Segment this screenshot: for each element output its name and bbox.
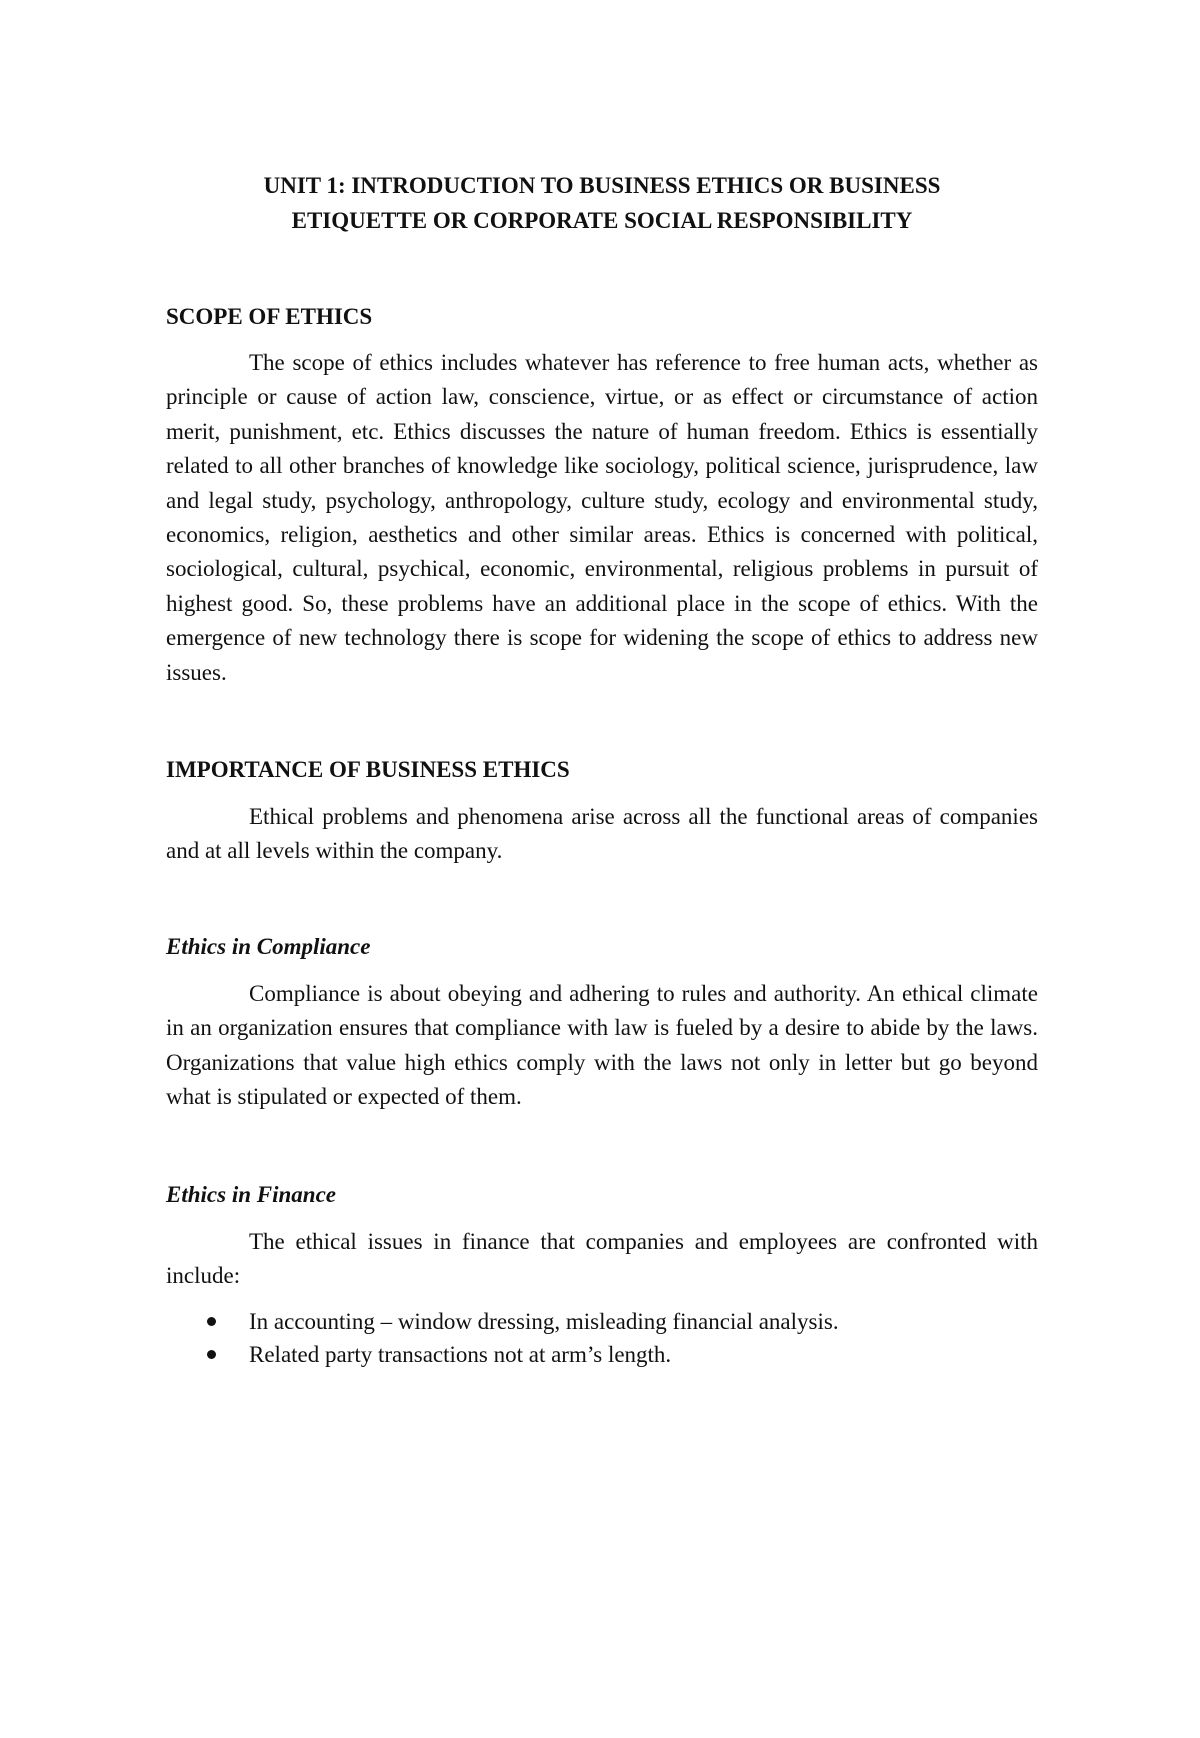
title-line-2: ETIQUETTE OR CORPORATE SOCIAL RESPONSIBILITY xyxy=(291,208,913,233)
finance-heading: Ethics in Finance xyxy=(166,1181,336,1207)
bullet-text: Related party transactions not at arm’s length. xyxy=(249,1342,672,1368)
importance-paragraph: Ethical problems and phenomena arise across all the functional areas of companies and at all levels within the company. xyxy=(166,804,1038,864)
list-item xyxy=(166,1305,1038,1338)
scope-heading: SCOPE OF ETHICS xyxy=(166,304,373,329)
list-item xyxy=(166,1338,1038,1371)
bullet-icon xyxy=(207,1350,216,1359)
compliance-heading: Ethics in Compliance xyxy=(166,933,371,959)
bullet-text: In accounting – window dressing, misleading financial analysis. xyxy=(249,1309,839,1335)
document-page xyxy=(166,168,1038,1371)
compliance-paragraph: Compliance is about obeying and adhering to rules and authority. An ethical climate in an organization ensures that compliance with law is fueled by a desire to abide by the laws. Organizations that value high ethics comply with the laws not only in letter but go beyond what is stipulated or expected of them. xyxy=(166,980,1038,1110)
importance-heading: IMPORTANCE OF BUSINESS ETHICS xyxy=(166,757,570,783)
scope-paragraph: The scope of ethics includes whatever has reference to free human acts, whether as principle or cause of action law, conscience, virtue, or as effect or circumstance of action merit, punishment, etc. Ethics discusses the nature of human freedom. Ethics is essentially related to all other branches of knowledge like sociology, political science, jurisprudence, law and legal study, psychology, anthropology, culture study, ecology and environmental study, economics, religion, aesthetics and other similar areas. Ethics is concerned with political, sociological, cultural, psychical, economic, environmental, religious problems in pursuit of highest good. So, these problems have an additional place in the scope of ethics. With the emergence of new technology there is scope for widening the scope of ethics to address new issues. xyxy=(166,350,1038,685)
document-title xyxy=(166,168,1038,238)
finance-paragraph: The ethical issues in finance that companies and employees are confronted with include: xyxy=(166,1228,1038,1288)
bullet-icon xyxy=(207,1317,216,1326)
finance-bullet-list xyxy=(166,1305,1038,1371)
title-line-1: UNIT 1: INTRODUCTION TO BUSINESS ETHICS OR BUSINESS xyxy=(263,173,941,198)
